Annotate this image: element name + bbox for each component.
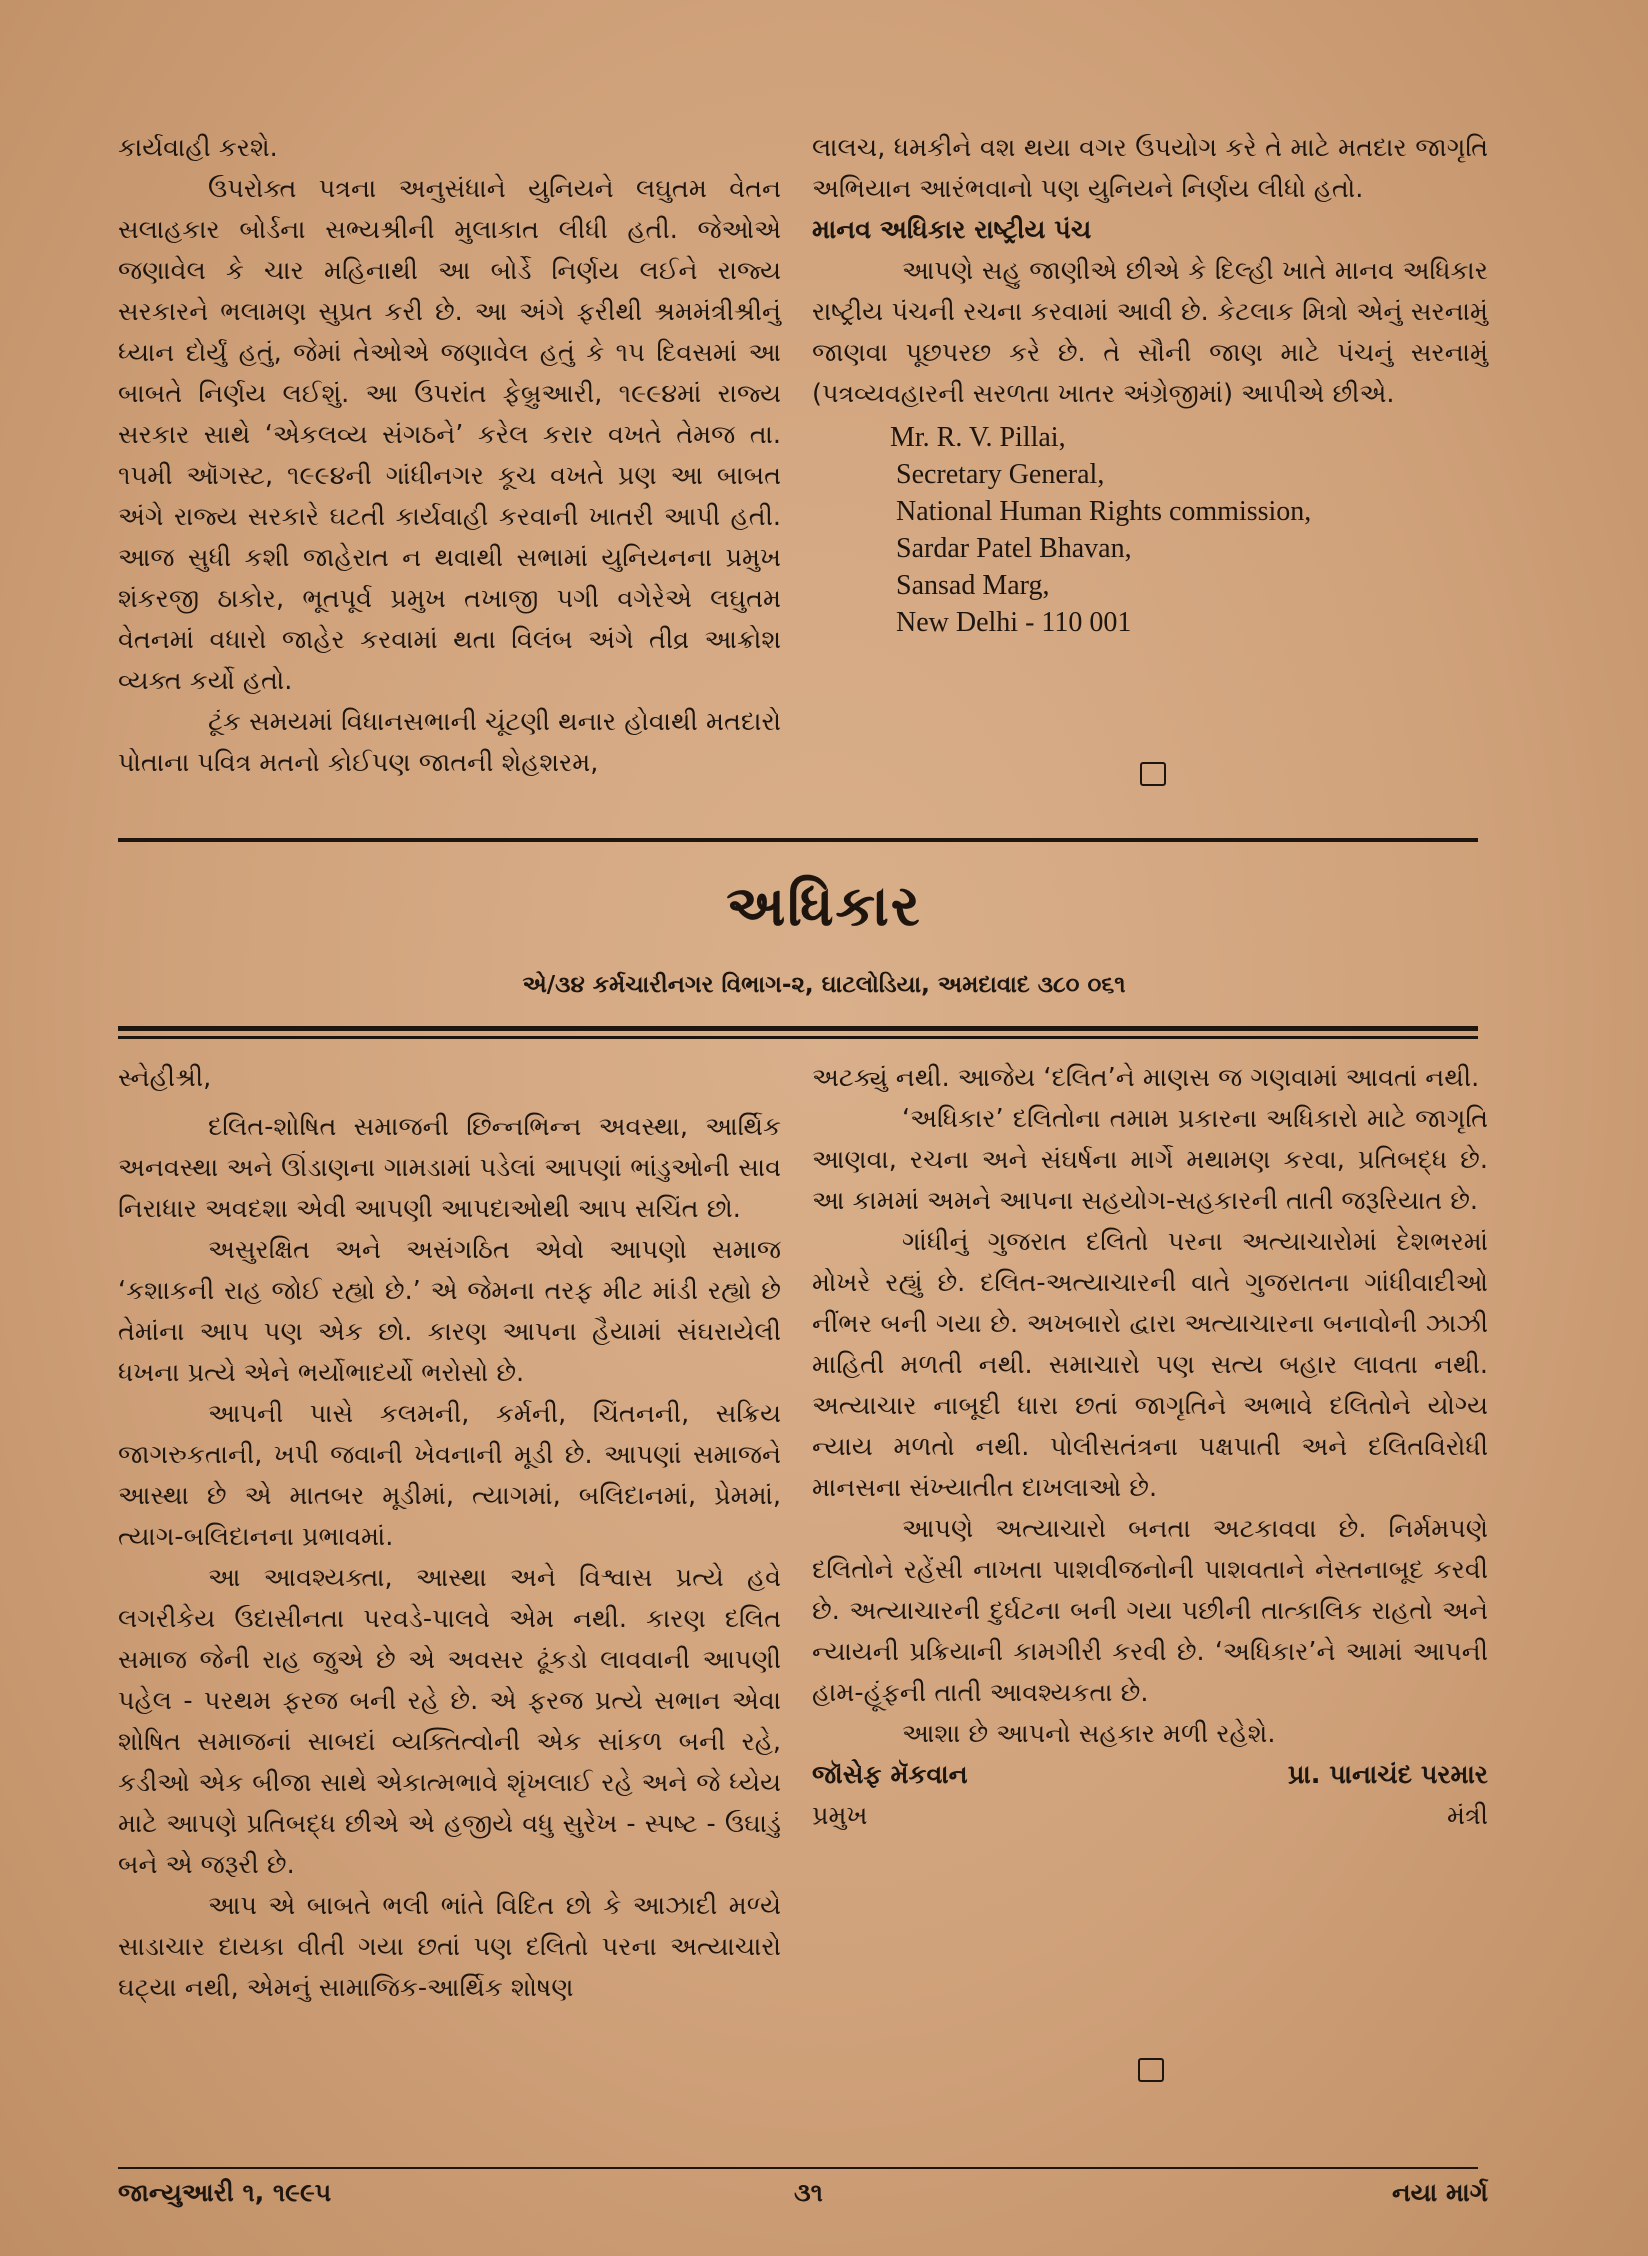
paragraph: ગાંધીનું ગુજરાત દલિતો પરના અત્યાચારોમાં દેશભરમાં મોખરે રહ્યું છે. દલિત-અત્યાચારની વાતે ગુજરાતના ગાંધીવાદીઓ નીંભર બની ગયા છે. અખબારો દ્વારા અત્યાચારના બનાવોની ઝાઝી માહિતી મળતી નથી. સમાચારો પણ સત્ય બહાર લાવતા નથી. અત્યાચાર નાબૂદી ધારા છતાં જાગૃતિને અભાવે દલિતોને યોગ્ય ન્યાય મળતો નથી. પોલીસતંત્રના પક્ષપાતી અને દલિતવિરોધી માનસના સંખ્યાતીત દાખલાઓ છે. [812,1227,1488,1503]
address-line: Mr. R. V. Pillai, [890,422,1066,453]
divider-rule [118,1026,1478,1031]
top-left-column [118,128,781,784]
paragraph: આ આવશ્યક્તા, આસ્થા અને વિશ્વાસ પ્રત્યે હવે લગરીકેય ઉદાસીનતા પરવડે-પાલવે એમ નથી. કારણ દલિત સમાજ જેની રાહ જુએ છે એ અવસર ઢૂંકડો લાવવાની આપણી પહેલ - પરથમ ફરજ બની રહે છે. એ ફરજ પ્રત્યે સભાન એવા શોષિત સમાજનાં સાબદાં વ્યક્તિત્વોની એક સાંકળ બની રહે, કડીઓ એક બીજા સાથે એકાત્મભાવે શૃંખલાઈ રહે અને જે ધ્યેય માટે આપણે પ્રતિબદ્ધ છીએ એ હજીયે વધુ સુરેખ - સ્પષ્ટ - ઉઘાડું બને એ જરૂરી છે. [118,1563,781,1880]
paragraph: ટૂંક સમયમાં વિધાનસભાની ચૂંટણી થનાર હોવાથી મતદારો પોતાના પવિત્ર મતનો કોઈપણ જાતની શેહશરમ, [118,707,781,778]
paragraph: ‘અધિકાર’ દલિતોના તમામ પ્રકારના અધિકારો માટે જાગૃતિ આણવા, રચના અને સંઘર્ષના માર્ગે મથામણ કરવા, પ્રતિબદ્ધ છે. આ કામમાં અમને આપના સહયોગ-સહકારની તાતી જરૂરિયાત છે. [812,1104,1488,1216]
letter-left-column [118,1058,781,2009]
end-mark-icon [1138,2058,1164,2082]
signatory-left-name: જૉસેફ મૅકવાન [812,1760,968,1790]
paragraph: આપણે સહુ જાણીએ છીએ કે દિલ્હી ખાતે માનવ અધિકાર રાષ્ટ્રીય પંચની રચના કરવામાં આવી છે. કેટલાક મિત્રો એનું સરનામું જાણવા પૂછપરછ કરે છે. તે સૌની જાણ માટે પંચનું સરનામું (પત્રવ્યવહારની સરળતા ખાતર અંગ્રેજીમાં) આપીએ છીએ. [812,256,1488,409]
letter-right-column [812,1058,1488,1837]
signatory-right-title: મંત્રી [1447,1801,1488,1831]
magazine-name: નયા માર્ગ [1392,2178,1488,2207]
signatory-left-title: પ્રમુખ [812,1801,868,1831]
end-mark-icon [1140,762,1166,786]
paragraph: કાર્યવાહી કરશે. [118,133,278,163]
address-line: Sansad Marg, [896,570,1050,601]
signatory-titles [812,1796,1488,1837]
address-line: Secretary General, [896,459,1105,490]
paragraph: લાલચ, ધમકીને વશ થયા વગર ઉપયોગ કરે તે માટે મતદાર જાગૃતિ અભિયાન આરંભવાનો પણ યુનિયને નિર્ણય લીધો હતો. [812,133,1488,204]
footer-rule [118,2167,1478,2169]
paragraph: આશા છે આપનો સહકાર મળી રહેશે. [902,1719,1276,1749]
paragraph: આપ એ બાબતે ભલી ભાંતે વિદિત છો કે આઝાદી મળ્યે સાડાચાર દાયકા વીતી ગયા છતાં પણ દલિતો પરના અત્યાચારો ઘટ્યા નથી, એમનું સામાજિક-આર્થિક શોષણ [118,1891,781,2003]
signatory-right-name: પ્રા. પાનાચંદ પરમાર [1287,1760,1488,1790]
address-line: New Delhi - 110 001 [896,607,1132,638]
masthead-title: અધિકાર [726,874,922,939]
address-line: Sardar Patel Bhavan, [896,533,1132,564]
paragraph: દલિત-શોષિત સમાજની છિન્નભિન્ન અવસ્થા, આર્થિક અનવસ્થા અને ઊંડાણના ગામડામાં પડેલાં આપણાં ભાંડુઓની સાવ નિરાધાર અવદશા એવી આપણી આપદાઓથી આપ સચિંત છો. [118,1112,781,1224]
commission-address [890,419,1488,641]
top-right-column [812,128,1488,641]
paragraph: અટક્યું નથી. આજેય ‘દલિત’ને માણસ જ ગણવામાં આવતાં નથી. [812,1063,1480,1093]
address-line: National Human Rights commission, [896,496,1312,527]
divider-rule [118,1036,1478,1039]
section-subheading: માનવ અધિકાર રાષ્ટ્રીય પંચ [812,215,1092,245]
paragraph: અસુરક્ષિત અને અસંગઠિત એવો આપણો સમાજ ‘કશાકની રાહ જોઈ રહ્યો છે.’ એ જેમના તરફ મીટ માંડી રહ્યો છે તેમાંના આપ પણ એક છો. કારણ આપના હૈયામાં સંઘરાયેલી ધખના પ્રત્યે એને ભર્યોભાદર્યો ભરોસો છે. [118,1235,781,1388]
masthead-address: એ/૩૪ કર્મચારીનગર વિભાગ-૨, ઘાટલોડિયા, અમદાવાદ ૩૮૦ ૦૬૧ [522,972,1126,998]
paragraph: આપની પાસે કલમની, કર્મની, ચિંતનની, સક્રિય જાગરુકતાની, ખપી જવાની ખેવનાની મૂડી છે. આપણાં સમાજને આસ્થા છે એ માતબર મૂડીમાં, ત્યાગમાં, બલિદાનમાં, પ્રેમમાં, ત્યાગ-બલિદાનના પ્રભાવમાં. [118,1399,781,1552]
paragraph: આપણે અત્યાચારો બનતા અટકાવવા છે. નિર્મમપણે દલિતોને રહેંસી નાખતા પાશવીજનોની પાશવતાને નેસ્તનાબૂદ કરવી છે. અત્યાચારની દુર્ઘટના બની ગયા પછીની તાત્કાલિક રાહતો અને ન્યાયની પ્રક્રિયાની કામગીરી કરવી છે. ‘અધિકાર’ને આમાં આપની હામ-હૂંફની તાતી આવશ્યકતા છે. [812,1514,1488,1708]
footer-date: જાન્યુઆરી ૧, ૧૯૯૫ [118,2178,332,2207]
paragraph: ઉપરોક્ત પત્રના અનુસંધાને યુનિયને લઘુતમ વેતન સલાહકાર બોર્ડના સભ્યશ્રીની મુલાકાત લીધી હતી. જેઓએ જણાવેલ કે ચાર મહિનાથી આ બોર્ડે નિર્ણય લઈને રાજ્ય સરકારને ભલામણ સુપ્રત કરી છે. આ અંગે ફરીથી શ્રમમંત્રીશ્રીનું ધ્યાન દોર્યું હતું, જેમાં તેઓએ જણાવેલ હતું કે ૧૫ દિવસમાં આ બાબતે નિર્ણય લઈશું. આ ઉપરાંત ફેબ્રુઆરી, ૧૯૯૪માં રાજ્ય સરકાર સાથે ‘એકલવ્ય સંગઠને’ કરેલ કરાર વખતે તેમજ તા. ૧૫મી ઑગસ્ટ, ૧૯૯૪ની ગાંધીનગર કૂચ વખતે પ્રણ આ બાબત અંગે રાજ્ય સરકારે ઘટતી કાર્યવાહી કરવાની ખાતરી આપી હતી. આજ સુધી કશી જાહેરાત ન થવાથી સભામાં યુનિયનના પ્રમુખ શંકરજી ઠાકોર, ભૂતપૂર્વ પ્રમુખ તખાજી પગી વગેરેએ લઘુતમ વેતનમાં વધારો જાહેર કરવામાં થતા વિલંબ અંગે તીવ્ર આક્રોશ વ્યક્ત કર્યો હતો. [118,174,781,696]
divider-rule [118,838,1478,842]
salutation: સ્નેહીશ્રી, [118,1063,212,1093]
signatures [812,1755,1488,1796]
page-number: ૩૧ [794,2178,823,2207]
